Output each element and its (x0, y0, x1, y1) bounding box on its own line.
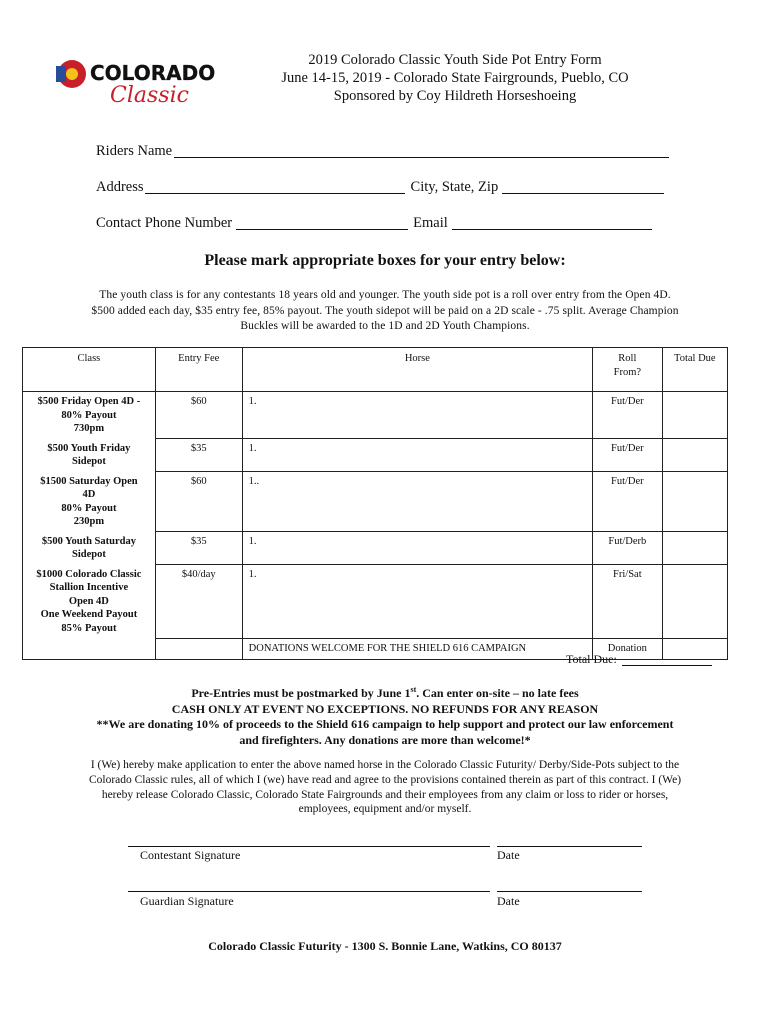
entry-fee-cell: $40/day (155, 565, 242, 639)
contestant-date-label: Date (497, 848, 520, 862)
logo-circle-gold (66, 68, 78, 80)
logo-bar-blue (56, 66, 66, 82)
horse-input-cell[interactable]: 1.. (242, 472, 592, 532)
entry-fee-cell: $60 (155, 472, 242, 532)
table-row (23, 565, 728, 639)
agreement-line-1: I (We) hereby make application to enter the above named horse in the Colorado Classic Futurity/ Derby/Side-Pots subject to the (90, 759, 680, 771)
guardian-signature-label: Guardian Signature (140, 894, 234, 908)
grand-total-row (566, 651, 712, 667)
address-row (96, 179, 664, 196)
release-agreement (52, 758, 718, 817)
email-label: Email (413, 215, 448, 231)
donation-note-2: and firefighters. Any donations are more than welcome!* (239, 732, 531, 747)
contact-row (96, 215, 652, 232)
class-line: $500 Youth Saturday (41, 535, 136, 547)
table-row (23, 472, 728, 532)
instructions-heading: Please mark appropriate boxes for your entry below: (204, 252, 566, 269)
contestant-signature-line[interactable] (128, 846, 490, 847)
horse-input-cell[interactable]: 1. (242, 439, 592, 472)
postmark-note-tail: . Can enter on-site – no late fees (416, 686, 579, 700)
class-line: $1000 Colorado Classic (36, 568, 142, 580)
class-line: 730pm (73, 423, 105, 434)
horse-input-cell[interactable]: 1. (242, 392, 592, 439)
class-cell (23, 439, 156, 472)
entry-fee-cell-empty (155, 638, 242, 659)
class-line: $1500 Saturday Open (40, 475, 138, 487)
class-line: 230pm (73, 516, 105, 527)
total-due-cell[interactable] (662, 439, 727, 472)
class-line: $500 Youth Friday (47, 442, 131, 454)
logo-script-text: Classic (110, 83, 189, 108)
class-line: Stallion Incentive (49, 582, 129, 593)
roll-from-cell[interactable]: Fut/Der (593, 392, 662, 439)
city-state-zip-input[interactable] (502, 179, 664, 194)
sponsor-line: Sponsored by Coy Hildreth Horseshoeing (333, 88, 577, 104)
class-line: $500 Friday Open 4D - (37, 396, 141, 407)
riders-name-row (96, 143, 669, 160)
class-line: Sidepot (71, 456, 106, 467)
class-line: Open 4D (68, 595, 109, 607)
entry-fee-cell: $35 (155, 439, 242, 472)
logo-brand-text: COLORADO (90, 61, 216, 85)
address-label: Address (96, 179, 144, 195)
roll-from-cell[interactable]: Fut/Der (593, 439, 662, 472)
youth-class-description (48, 288, 722, 335)
class-line: 80% Payout (61, 502, 117, 514)
table-row (23, 392, 728, 439)
entry-notes (40, 682, 730, 748)
class-line: Sidepot (71, 549, 106, 560)
class-cell (23, 565, 156, 639)
agreement-line-2: Colorado Classic rules, all of which I (we) have read and agree to the provisions contained therein as part of this contract. I (We) (88, 773, 682, 786)
entry-fee-cell: $35 (155, 532, 242, 565)
donation-label: DONATIONS WELCOME FOR THE SHIELD 616 CAMPAIGN (242, 638, 592, 659)
guardian-date-label: Date (497, 894, 520, 908)
cash-only-note: CASH ONLY AT EVENT NO EXCEPTIONS. NO REFUNDS FOR ANY REASON (171, 701, 599, 716)
event-dates-location: June 14-15, 2019 - Colorado State Fairgrounds, Pueblo, CO (281, 70, 629, 86)
address-input[interactable] (145, 179, 405, 194)
intro-line-3: Buckles will be awarded to the 1D and 2D Youth Champions. (240, 320, 530, 332)
header-class: Class (23, 348, 156, 392)
intro-line-1: The youth class is for any contestants 18 years old and younger. The youth side pot is a roll over entry from the Open 4D. (99, 289, 671, 301)
postmark-note-text: Pre-Entries must be postmarked by June 1 (191, 686, 411, 700)
intro-line-2: $500 added each day, $35 entry fee, 85% payout. The youth sidepot will be paid on a 2D scale - .75 split. Average Champion (91, 304, 679, 317)
postmark-note (40, 682, 730, 702)
header-total-due: Total Due (662, 348, 727, 392)
class-cell (23, 392, 156, 439)
entry-fee-cell: $60 (155, 392, 242, 439)
class-line: 80% Payout (61, 409, 117, 421)
grand-total-label: Total Due: (566, 652, 617, 666)
contestant-date-line[interactable] (497, 846, 642, 847)
roll-from-cell[interactable]: Fut/Derb (593, 532, 662, 565)
header-entry-fee: Entry Fee (155, 348, 242, 392)
colorado-classic-logo (52, 52, 216, 108)
horse-input-cell[interactable]: 1. (242, 532, 592, 565)
form-header (230, 51, 680, 105)
riders-name-input[interactable] (174, 143, 669, 158)
total-due-cell[interactable] (662, 532, 727, 565)
class-line: 4D (82, 489, 96, 500)
city-state-zip-label: City, State, Zip (410, 179, 499, 195)
email-input[interactable] (452, 215, 652, 230)
contact-phone-input[interactable] (236, 215, 408, 230)
guardian-date-line[interactable] (497, 891, 642, 892)
agreement-line-3: hereby release Colorado Classic, Colorado State Fairgrounds and their employees from any claim or loss to rider or horses, (101, 788, 669, 801)
total-due-cell[interactable] (662, 392, 727, 439)
contestant-signature-label: Contestant Signature (140, 848, 241, 862)
contact-phone-label: Contact Phone Number (96, 215, 233, 231)
table-header-row (23, 348, 728, 392)
donation-roll-cell: Donation (593, 638, 662, 659)
form-title: 2019 Colorado Classic Youth Side Pot Entry Form (308, 52, 602, 68)
footer-address: Colorado Classic Futurity - 1300 S. Bonnie Lane, Watkins, CO 80137 (208, 939, 562, 953)
class-cell (23, 472, 156, 532)
header-roll-from: Roll From? (593, 348, 662, 392)
riders-name-label: Riders Name (96, 143, 173, 159)
agreement-line-4: employees, equipment and/or myself. (298, 803, 472, 816)
table-row (23, 439, 728, 472)
class-cell-empty (23, 638, 156, 659)
postmark-note-sup: st (410, 685, 417, 694)
entry-table (22, 347, 728, 660)
grand-total-input[interactable] (622, 651, 712, 666)
table-row (23, 532, 728, 565)
class-line: One Weekend Payout (40, 609, 138, 620)
header-horse: Horse (242, 348, 592, 392)
donation-note-1: **We are donating 10% of proceeds to the Shield 616 campaign to help support and protect our law enforcement (96, 717, 674, 731)
roll-from-cell[interactable]: Fri/Sat (593, 565, 662, 639)
guardian-signature-line[interactable] (128, 891, 490, 892)
roll-from-cell[interactable]: Fut/Der (593, 472, 662, 532)
total-due-cell[interactable] (662, 565, 727, 639)
class-line: 85% Payout (61, 622, 117, 634)
total-due-cell[interactable] (662, 472, 727, 532)
horse-input-cell[interactable]: 1. (242, 565, 592, 639)
class-cell (23, 532, 156, 565)
